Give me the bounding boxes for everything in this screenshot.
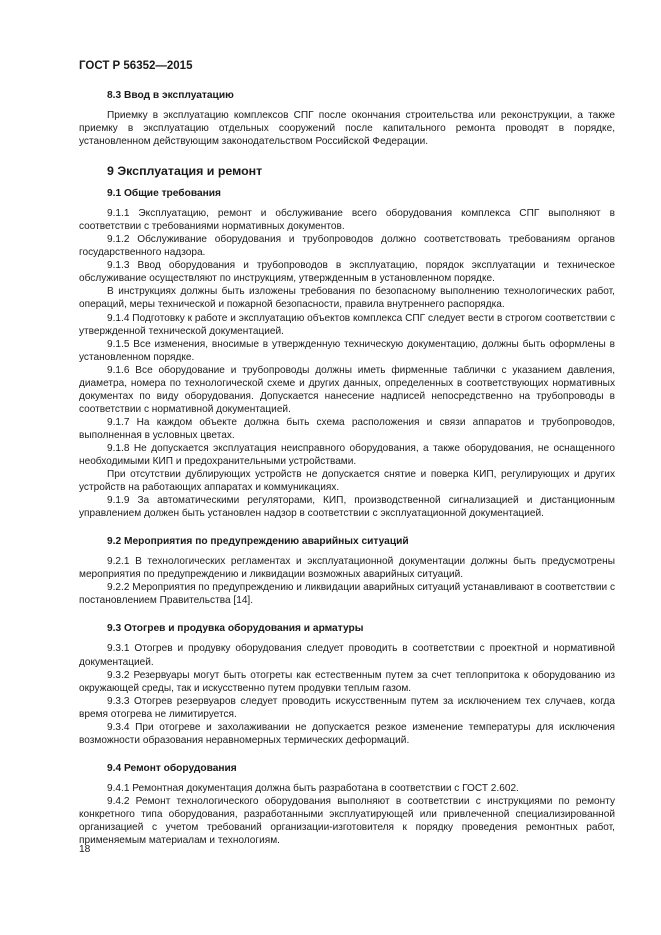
section-9-1 <box>79 187 615 520</box>
paragraph: 9.3.4 При отогреве и захолаживании не допускается резкое изменение температуры для исключения возможности образования неравномерных термических деформаций. <box>79 721 615 746</box>
subsection-title: 9.4 Ремонт оборудования <box>107 762 237 774</box>
paragraph: 9.1.8 Не допускается эксплуатация неисправного оборудования, а также оборудования, не оснащенного необходимыми КИП и предохранительными устройствами. <box>79 442 615 468</box>
paragraph: 9.1.1 Эксплуатацию, ремонт и обслуживание всего оборудования комплекса СПГ выполняют в соответствии с требованиями нормативных документов. <box>79 208 615 233</box>
paragraph: В инструкциях должны быть изложены требования по безопасному выполнению технологических работ, операций, меры технической и пожарной безопасности, правила внутреннего распорядка. <box>79 286 615 311</box>
subsection-title: 9.2 Мероприятия по предупреждению аварийных ситуаций <box>107 536 409 548</box>
subsection-title: 9.3 Отогрев и продувка оборудования и арматуры <box>107 623 364 635</box>
subsection-title: 8.3 Ввод в эксплуатацию <box>107 90 234 101</box>
paragraph: 9.1.2 Обслуживание оборудования и трубопроводов должно соответствовать требованиям органов государственного надзора. <box>79 234 615 259</box>
paragraph: Приемку в эксплуатацию комплексов СПГ после окончания строительства или реконструкции, а также приемку в эксплуатацию отдельных сооружений после капитального ремонта проводят в порядке, установленном действующим законодательством Российской Федерации. <box>79 110 615 148</box>
section-8-3 <box>79 89 615 148</box>
paragraph: 9.1.7 На каждом объекте должна быть схема расположения и связи аппаратов и трубопроводов, выполненная в условных цветах. <box>79 416 615 441</box>
section-title: 9 Эксплуатация и ремонт <box>107 164 263 179</box>
paragraph: 9.1.5 Все изменения, вносимые в утвержденную техническую документацию, должны быть оформлены в установленном порядке. <box>79 338 615 363</box>
section-9-2 <box>79 535 615 607</box>
section-9-3 <box>79 622 615 746</box>
paragraph: 9.2.1 В технологических регламентах и эксплуатационной документации должны быть предусмотрены мероприятия по предупреждению и ликвидации возможных аварийных ситуаций. <box>79 556 615 581</box>
paragraph: 9.3.1 Отогрев и продувку оборудования следует проводить в соответствии с проектной и нормативной документацией. <box>79 643 615 668</box>
page-number: 18 <box>79 844 91 855</box>
paragraph: 9.4.1 Ремонтная документация должна быть разработана в соответствии с ГОСТ 2.602. <box>107 782 519 794</box>
paragraph: 9.1.4 Подготовку к работе и эксплуатацию объектов комплекса СПГ следует вести в строгом соответствии с утвержденной технической документацией. <box>79 312 615 337</box>
paragraph: 9.3.2 Резервуары могут быть отогреты как естественным путем за счет теплопритока к оборудованию из окружающей среды, так и искусственно путем продувки теплым газом. <box>79 669 615 694</box>
document-header: ГОСТ Р 56352—2015 <box>79 60 193 72</box>
paragraph: 9.1.6 Все оборудование и трубопроводы должны иметь фирменные таблички с указанием давления, диаметра, номера по технологической схеме и других данных, определенных в соответствующих нормативных документах по виду оборудования. Допускается нанесение надписей непосредственно на трубопроводы в соответствии с нормативной документацией. <box>79 364 615 415</box>
paragraph: 9.1.9 За автоматическими регуляторами, КИП, производственной сигнализацией и дистанционным управлением должен быть установлен надзор в соответствии с эксплуатационной документацией. <box>79 495 615 520</box>
paragraph: При отсутствии дублирующих устройств не допускается снятие и поверка КИП, регулирующих и других устройств на работающих аппаратах и коммуникациях. <box>79 469 615 494</box>
paragraph: 9.2.2 Мероприятия по предупреждению и ликвидации аварийных ситуаций устанавливают в соответствии с постановлением Правительства [14]. <box>79 582 615 607</box>
paragraph: 9.4.2 Ремонт технологического оборудования выполняют в соответствии с инструкциями по ремонту конкретного типа оборудования, разработанными эксплуатирующей или привлеченной специализированной организацией с учетом требований организации-изготовителя к порядку проведения ремонтных работ, применяемым материалам и технологиям. <box>79 795 615 847</box>
section-9-4 <box>79 762 615 847</box>
subsection-title: 9.1 Общие требования <box>107 188 221 200</box>
paragraph: 9.3.3 Отогрев резервуаров следует проводить искусственным путем за исключением тех случаев, когда время отогрева не лимитируется. <box>79 695 615 720</box>
paragraph: 9.1.3 Ввод оборудования и трубопроводов в эксплуатацию, порядок эксплуатации и техническое обслуживание осуществляют по инструкциям, утвержденным в установленном порядке. <box>79 260 615 285</box>
